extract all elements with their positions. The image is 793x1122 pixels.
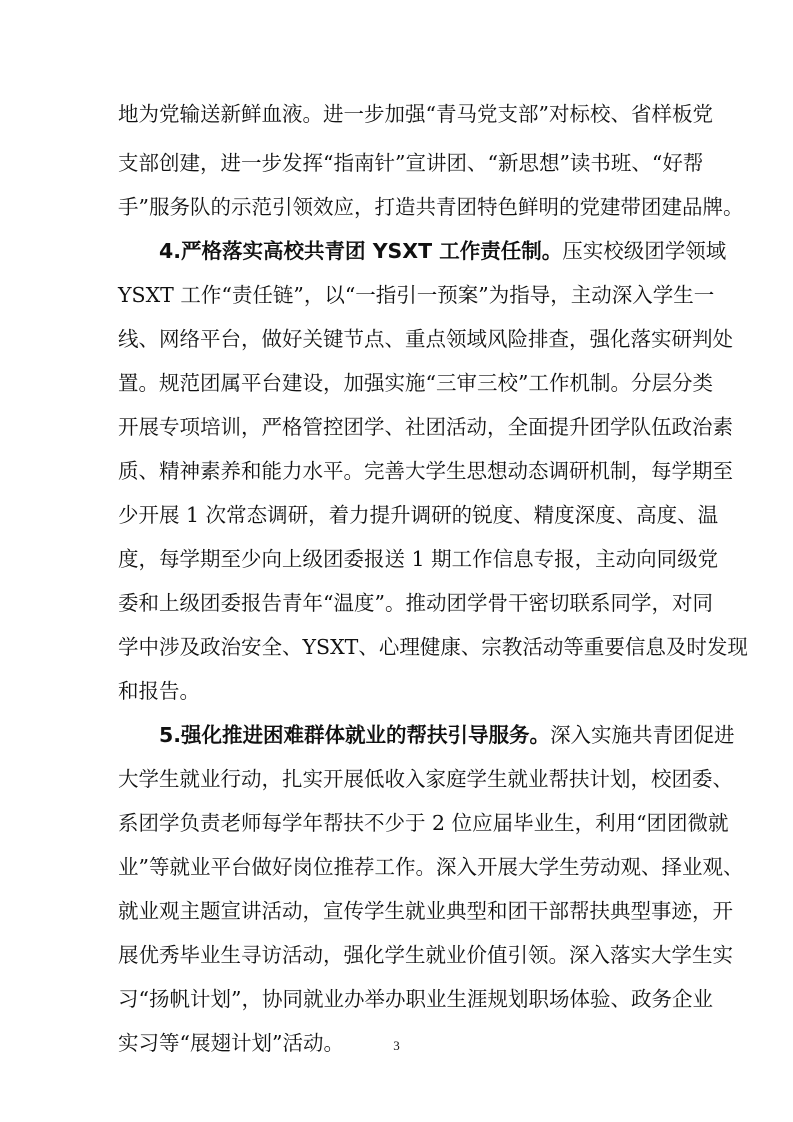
- paragraph-line: 度，每学期至少向上级团委报送 1 期工作信息专报，主动向同级党: [118, 547, 719, 571]
- section-4-first-line: [159, 231, 727, 271]
- section-5-heading: 5.强化推进困难群体就业的帮扶引导服务。: [159, 723, 551, 747]
- page-number: 3: [393, 1038, 400, 1053]
- paragraph-line: 和报告。: [118, 679, 200, 703]
- section-4-first-line-text: 压实校级团学领域: [562, 239, 727, 263]
- paragraph-line: 质、精神素养和能力水平。完善大学生思想动态调研机制，每学期至: [118, 459, 733, 483]
- paragraph-line: 地为党输送新鲜血液。进一步加强“青马党支部”对标校、省样板党: [118, 102, 713, 126]
- paragraph-line: 委和上级团委报告青年“温度”。推动团学骨干密切联系同学，对同: [118, 591, 713, 615]
- paragraph-line: 置。规范团属平台建设，加强实施“三审三校”工作机制。分层分类: [118, 371, 713, 395]
- paragraph-line: YSXT 工作“责任链”，以“一指引一预案”为指导，主动深入学生一: [118, 283, 715, 307]
- section-5-first-line-text: 深入实施共青团促进: [550, 723, 735, 747]
- paragraph-line: 少开展 1 次常态调研，着力提升调研的锐度、精度深度、高度、温: [118, 503, 719, 527]
- paragraph-line: 大学生就业行动，扎实开展低收入家庭学生就业帮扶计划，校团委、: [118, 767, 733, 791]
- paragraph-line: 系团学负责老师每学年帮扶不少于 2 位应届毕业生，利用“团团微就: [118, 811, 729, 835]
- section-4-heading: 4.严格落实高校共青团 YSXT 工作责任制。: [159, 239, 563, 263]
- paragraph-line: 习“扬帆计划”，协同就业办举办职业生涯规划职场体验、政务企业: [118, 987, 713, 1011]
- paragraph-line: 支部创建，进一步发挥“指南针”宣讲团、“新思想”读书班、“好帮: [118, 151, 704, 175]
- paragraph-line: 学中涉及政治安全、YSXT、心理健康、宗教活动等重要信息及时发现: [118, 635, 748, 659]
- paragraph-line: 手”服务队的示范引领效应，打造共青团特色鲜明的党建带团建品牌。: [118, 195, 744, 219]
- section-5-first-line: [159, 715, 735, 755]
- paragraph-line: 开展专项培训，严格管控团学、社团活动，全面提升团学队伍政治素: [118, 415, 733, 439]
- paragraph-line: 业”等就业平台做好岗位推荐工作。深入开展大学生劳动观、择业观、: [118, 855, 744, 879]
- paragraph-line: 就业观主题宣讲活动，宣传学生就业典型和团干部帮扶典型事迹，开: [118, 899, 733, 923]
- paragraph-line: 线、网络平台，做好关键节点、重点领域风险排查，强化落实研判处: [118, 327, 733, 351]
- paragraph-line: 展优秀毕业生寻访活动，强化学生就业价值引领。深入落实大学生实: [118, 943, 733, 967]
- paragraph-line: 实习等“展翅计划”活动。: [118, 1031, 344, 1055]
